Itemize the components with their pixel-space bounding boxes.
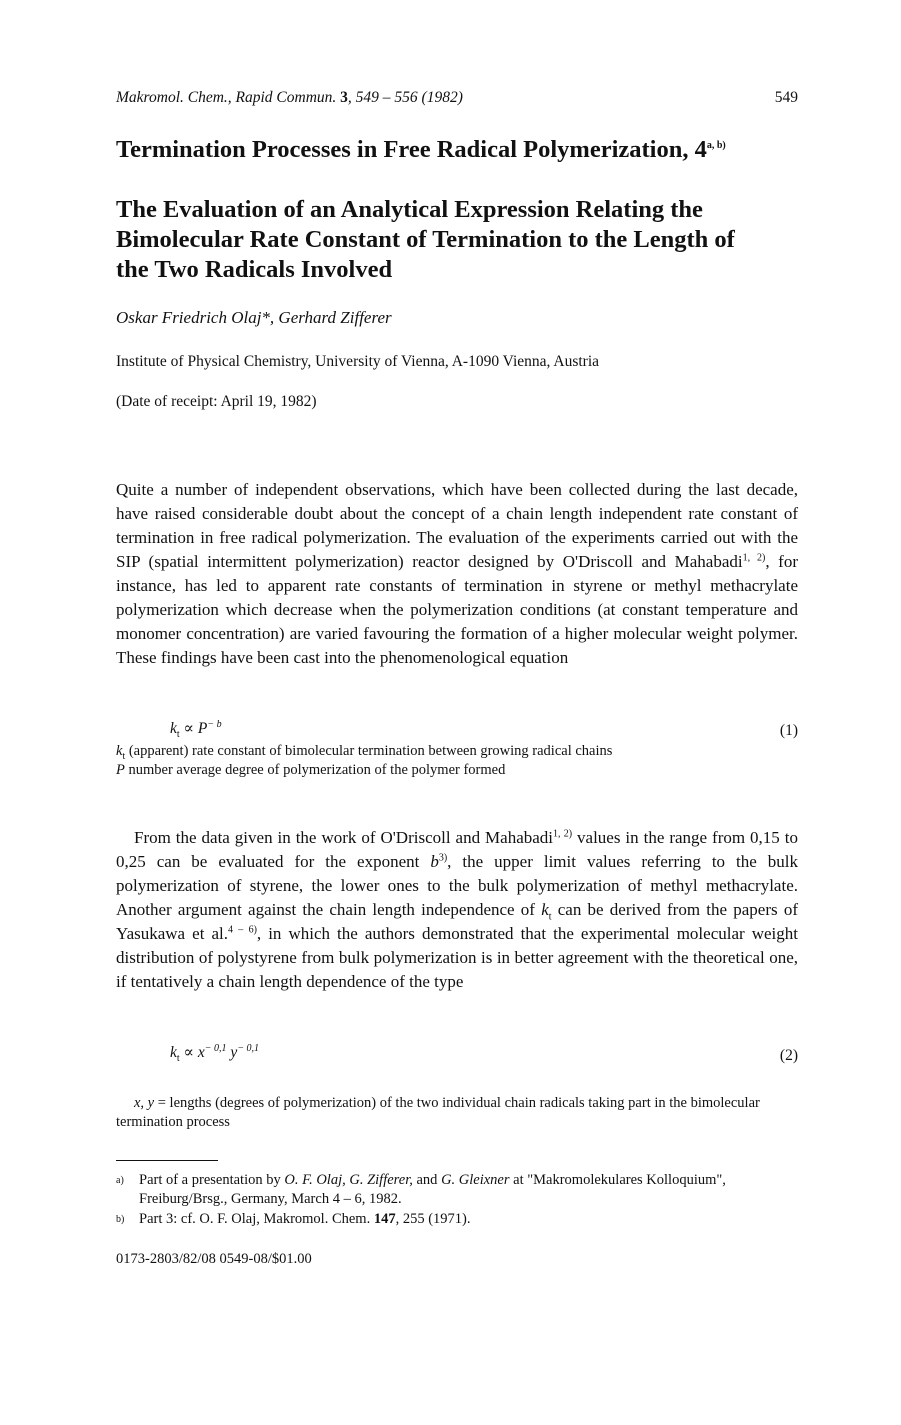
pages-year: 549 – 556 (1982): [355, 89, 463, 106]
footnote-b: b) Part 3: cf. O. F. Olaj, Makromol. Chem. 147, 255 (1971).: [116, 1211, 471, 1227]
affiliation: Institute of Physical Chemistry, University of Vienna, A-1090 Vienna, Austria: [116, 353, 600, 370]
paper-title: [116, 195, 816, 285]
running-header: Makromol. Chem., Rapid Commun. 3, 549 – 556 (1982) 549: [116, 89, 798, 106]
citation: 3): [438, 852, 448, 864]
definition-kt: $k_t$ (apparent) rate constant of bimolecular termination between growing radical chains: [116, 743, 613, 762]
paragraph-2: From the data given in the work of O'Driscoll and Mahabadi$^{1, 2)}$ values in the range from 0,15 to 0,25 can be evaluated for the exponent $b^{3)}$, the upper limit values referring to the bulk polymerization of styrene, the lower ones to the bulk polymerization of methyl methacrylate. Another argument against the chain length independence of $k_t$ can be derived from the papers of Yasukawa et al.$^{4 - 6)}$, in which the authors demonstrated that the experimental molecular weight distribution of polystyrene from bulk polymerization is in better agreement with the theoretical one, if tentatively a chain length dependence of the type: [116, 828, 798, 991]
footnote-a: a) Part of a presentation by O. F. Olaj, G. Zifferer, and G. Gleixner at "Makromolekulares Kolloquium", Freiburg/Brsg., Germany, March 4 – 6, 1982.: [116, 1172, 726, 1207]
equation-2-number: (2): [779, 1047, 798, 1064]
citation: 1, 2): [742, 552, 766, 564]
equation-1: $k_t \propto P^{- b}$: [170, 718, 222, 741]
paragraph-1: Quite a number of independent observations, which have been collected during the last decade, have raised considerable doubt about the concept of a chain length independent rate constant of termination in free radical polymerization. The evaluation of the experiments carried out with the SIP (spatial intermittent polymerization) reactor designed by O'Driscoll and Mahabadi$^{1, 2)}$, for instance, has led to apparent rate constants of termination in styrene or methyl methacrylate polymerization which decrease when the polymerization conditions (at constant temperature and monomer concentration) are varied favouring the formation of a higher molecular weight polymer. These findings have been cast into the phenomenological equation: [116, 480, 798, 667]
date-of-receipt: (Date of receipt: April 19, 1982): [116, 393, 317, 410]
journal-name: Makromol. Chem., Rapid Commun.: [116, 89, 337, 106]
title-line: the Two Radicals Involved: [116, 256, 393, 283]
volume: 3: [340, 89, 348, 106]
definitions-2: x, y = lengths (degrees of polymerization) of the two individual chain radicals taking part in the bimolecular termination process: [116, 1095, 760, 1130]
equation-2: $k_t \propto x^{- 0,1}$ $y^{- 0,1}$: [170, 1042, 260, 1065]
authors: Oskar Friedrich Olaj*, Gerhard Zifferer: [116, 308, 392, 327]
series-title: Termination Processes in Free Radical Polymerization, 4$^{a, b)}$: [116, 136, 726, 163]
definitions-1: [116, 742, 798, 780]
title-line: The Evaluation of an Analytical Expression Relating the: [116, 196, 703, 223]
page-number: 549: [774, 89, 798, 106]
footnote-mark: b): [116, 1214, 125, 1225]
title-footnote-refs: a, b): [706, 139, 726, 151]
footnote-mark: a): [116, 1175, 124, 1186]
citation: 4 – 6): [227, 924, 257, 936]
title-line: Bimolecular Rate Constant of Termination to the Length of: [116, 226, 735, 253]
equation-1-number: (1): [779, 722, 798, 739]
footnote-divider: [116, 1160, 218, 1161]
definition-p: P number average degree of polymerization of the polymer formed: [116, 762, 506, 778]
article-code: 0173-2803/82/08 0549-08/$01.00: [116, 1251, 312, 1267]
citation: 1, 2): [553, 828, 573, 840]
